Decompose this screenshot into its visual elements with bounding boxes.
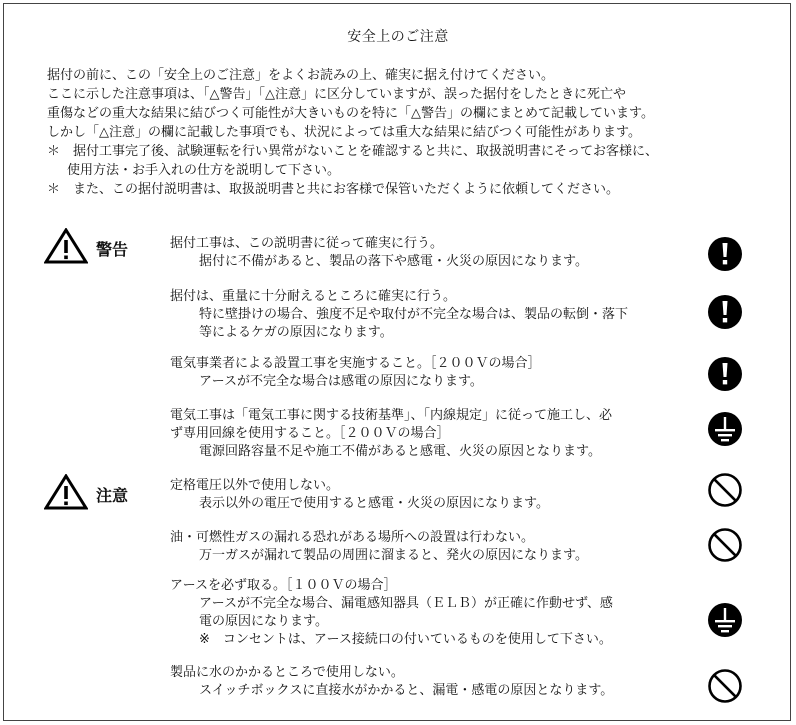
page-title: 安全上のご注意 [347,29,449,45]
item-detail: アースが不完全な場合、漏電感知器具（ＥＬＢ）が正確に作動せず、感 [199,596,613,611]
warning-item [170,235,700,271]
mandatory-action-icon [707,356,743,392]
item-detail: 据付に不備があると、製品の落下や感電・火災の原因になります。 [199,254,588,269]
item-title-continued: ず専用回線を使用すること。［２００Ｖの場合］ [170,426,450,441]
item-title: 油・可燃性ガスの漏れる恐れがある場所への設置は行わない。 [170,530,535,545]
warning-item [170,355,700,391]
warning-label: 警告 [96,240,129,259]
item-detail: 表示以外の電圧で使用すると感電・火災の原因になります。 [199,496,549,511]
caution-item [170,529,700,565]
caution-item [170,577,700,649]
intro-note-continued: 使用方法・お手入れの仕方を説明して下さい。 [67,163,341,178]
mandatory-action-icon [707,236,743,272]
intro-note: ＊ また、この据付説明書は、取扱説明書と共にお客様で保管いただくように依頼してください。 [47,182,620,197]
intro-note: ＊ 据付工事完了後、試験運転を行い異常がないことを確認すると共に、取扱説明書にそってお客様に、 [47,144,659,159]
warning-triangle-icon [44,228,88,264]
item-title: 電気工事は「電気工事に関する技術基準」、「内線規定」に従って施工し、必 [170,408,613,423]
item-title: 製品に水のかかるところで使用しない。 [170,665,404,680]
item-detail: アースが不完全な場合は感電の原因になります。 [199,374,483,389]
intro-line: 据付の前に、この「安全上のご注意」をよくお読みの上、確実に据え付けてください。 [47,68,555,83]
intro-line: 重傷などの重大な結果に結びつく可能性が大きいものを特に「△警告」の欄にまとめて記載しています。 [47,106,654,121]
item-detail: 電の原因になります。 [199,614,328,629]
item-detail: スイッチボックスに直接水がかかると、漏電・感電の原因となります。 [199,683,614,698]
item-title: 定格電圧以外で使用しない。 [170,478,340,493]
caution-item [170,477,700,513]
caution-label: 注意 [96,486,129,505]
item-detail: 電源回路容量不足や施工不備があると感電、火災の原因となります。 [199,444,601,459]
caution-triangle-icon [44,474,88,510]
item-detail: 等によるケガの原因になります。 [199,325,393,340]
item-detail: 特に壁掛けの場合、強度不足や取付が不完全な場合は、製品の転倒・落下 [199,307,629,322]
ground-icon [707,411,743,447]
intro-line: ここに示した注意事項は、「△警告」「△注意」に区分していますが、誤った据付をしたときに死亡や [47,87,626,102]
intro-line: しかし「△注意」の欄に記載した事項でも、状況によっては重大な結果に結びつく可能性があります。 [47,125,641,140]
intro-paragraph [47,66,767,199]
warning-item [170,288,700,342]
caution-item [170,664,700,700]
item-title: 電気事業者による設置工事を実施すること。［２００Ｖの場合］ [170,356,541,371]
item-note: ※ コンセントは、アース接続口の付いているものを使用して下さい。 [199,632,612,647]
item-detail: 万一ガスが漏れて製品の周囲に溜まると、発火の原因になります。 [199,548,588,563]
mandatory-action-icon [707,294,743,330]
item-title: 据付は、重量に十分耐えるところに確実に行う。 [170,289,457,304]
prohibition-icon [707,527,743,563]
item-title: アースを必ず取る。［１００Ｖの場合］ [170,578,397,593]
prohibition-icon [707,472,743,508]
prohibition-icon [707,668,743,704]
warning-item [170,407,700,461]
item-title: 据付工事は、この説明書に従って確実に行う。 [170,236,444,251]
ground-icon [707,602,743,638]
